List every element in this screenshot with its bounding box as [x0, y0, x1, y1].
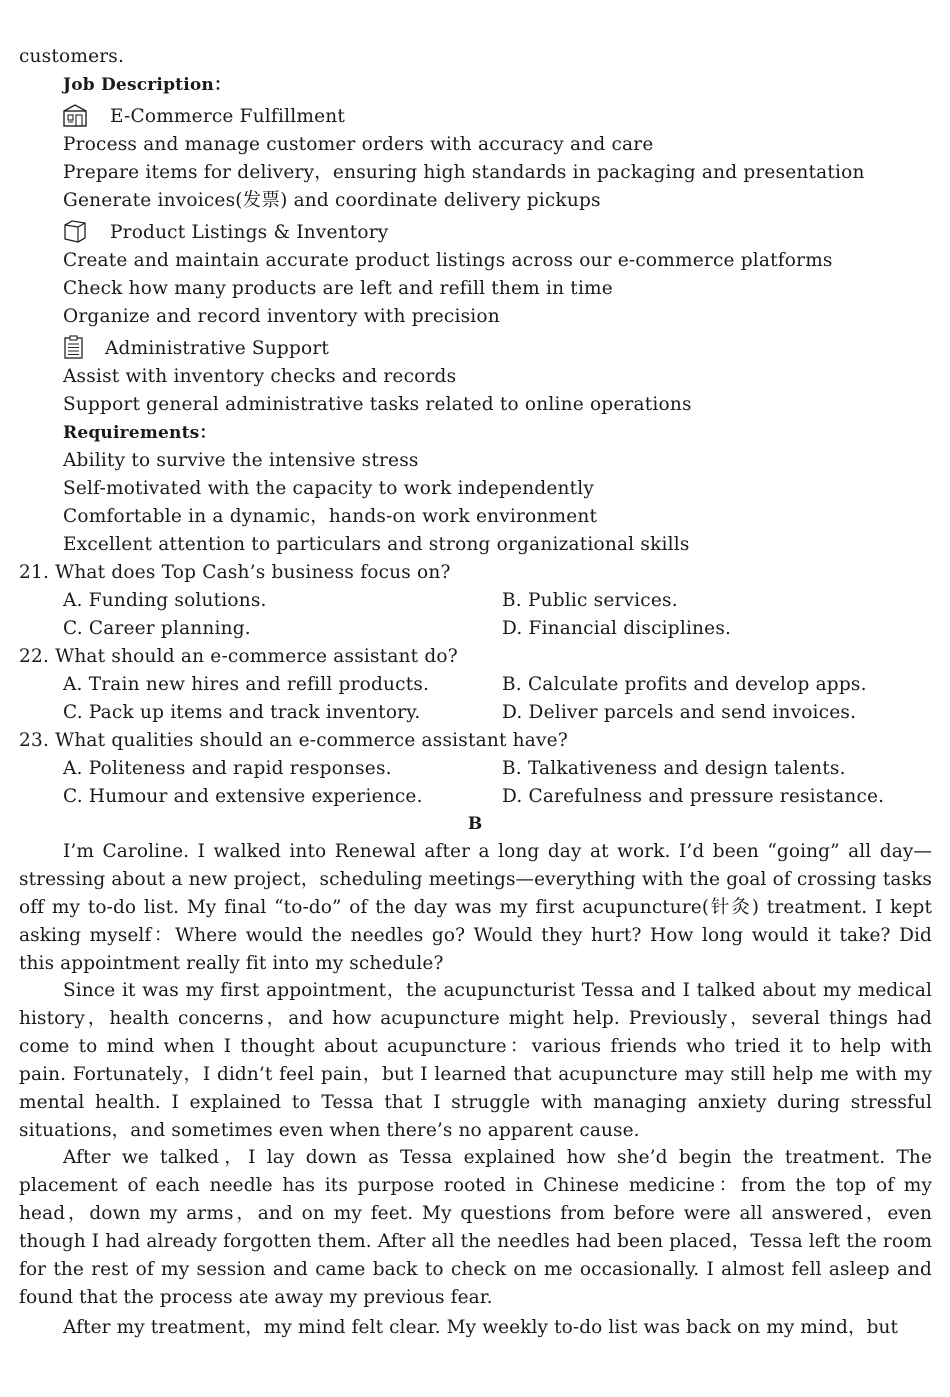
- question-option[interactable]: A. Politeness and rapid responses.: [63, 758, 392, 779]
- question-22-stem: 22. What should an e-commerce assistant do?: [19, 646, 458, 667]
- passage-paragraph-3: After we talked，I lay down as Tessa explained how she’d begin the treatment. The placement of each needle has its purpose rooted in Chinese medicine：from the top of my head，down my arms，and on my feet. My questions from before were all answered，even though I had already forgotten them. After all the needles had been placed，Tessa left the room for the rest of my session and came back to check on me occasionally. I almost fell asleep and found that the process ate away my previous fear.: [19, 1147, 932, 1308]
- question-option[interactable]: B. Public services.: [502, 590, 678, 611]
- warehouse-icon: [62, 103, 88, 127]
- list-item: Ability to survive the intensive stress: [63, 450, 419, 471]
- question-option[interactable]: A. Funding solutions.: [63, 590, 267, 611]
- clipboard-icon: [62, 335, 88, 359]
- section-title-listings: Product Listings & Inventory: [110, 222, 389, 243]
- question-option[interactable]: B. Talkativeness and design talents.: [502, 758, 846, 779]
- passage-paragraph-1: I’m Caroline. I walked into Renewal after a long day at work. I’d been “going” all day—stressing about a new project，scheduling meetings—everything with the goal of crossing tasks off my to-do list. My final “to-do” of the day was my first acupuncture(针灸) treatment. I kept asking myself：Where would the needles go? Would they hurt? How long would it take? Did this appointment really fit into my schedule?: [19, 841, 932, 974]
- passage-b-label: B: [467, 814, 483, 834]
- passage-paragraph-2: Since it was my first appointment，the acupuncturist Tessa and I talked about my medical history，health concerns，and how acupuncture might help. Previously，several things had come to mind when I thought about acupuncture：various friends who tried it to help with pain. Fortunately，I didn’t feel pain，but I learned that acupuncture may still help me with my mental health. I explained to Tessa that I struggle with managing anxiety during stressful situations，and sometimes even when there’s no apparent cause.: [19, 980, 932, 1141]
- question-option[interactable]: C. Pack up items and track inventory.: [63, 702, 421, 723]
- passage-paragraph-4: After my treatment，my mind felt clear. My weekly to-do list was back on my mind，but: [63, 1317, 899, 1338]
- list-item: Self-motivated with the capacity to work independently: [63, 478, 595, 499]
- question-option[interactable]: B. Calculate profits and develop apps.: [502, 674, 867, 695]
- question-23-stem: 23. What qualities should an e-commerce assistant have?: [19, 730, 568, 751]
- list-item: Assist with inventory checks and records: [63, 366, 457, 387]
- list-item: Organize and record inventory with precision: [63, 306, 500, 327]
- list-item: Create and maintain accurate product listings across our e-commerce platforms: [63, 250, 833, 271]
- box-icon: [62, 219, 88, 243]
- list-item: Support general administrative tasks related to online operations: [63, 394, 692, 415]
- question-option[interactable]: D. Financial disciplines.: [502, 618, 732, 639]
- section-title-fulfillment: E-Commerce Fulfillment: [110, 106, 345, 127]
- list-item: Comfortable in a dynamic，hands-on work environment: [63, 506, 598, 527]
- question-option[interactable]: D. Carefulness and pressure resistance.: [502, 786, 885, 807]
- intro-tail: customers.: [19, 46, 125, 67]
- question-21-stem: 21. What does Top Cash’s business focus on?: [19, 562, 451, 583]
- question-option[interactable]: D. Deliver parcels and send invoices.: [502, 702, 857, 723]
- list-item: Excellent attention to particulars and strong organizational skills: [63, 534, 690, 555]
- question-option[interactable]: A. Train new hires and refill products.: [63, 674, 430, 695]
- list-item: Prepare items for delivery，ensuring high standards in packaging and presentation: [63, 162, 865, 183]
- list-item: Generate invoices(发票) and coordinate delivery pickups: [63, 190, 601, 211]
- job-description-heading: Job Description：: [63, 75, 232, 95]
- question-option[interactable]: C. Career planning.: [63, 618, 251, 639]
- list-item: Process and manage customer orders with accuracy and care: [63, 134, 654, 155]
- requirements-heading: Requirements：: [63, 423, 217, 443]
- section-title-admin: Administrative Support: [105, 338, 330, 359]
- list-item: Check how many products are left and refill them in time: [63, 278, 613, 299]
- question-option[interactable]: C. Humour and extensive experience.: [63, 786, 423, 807]
